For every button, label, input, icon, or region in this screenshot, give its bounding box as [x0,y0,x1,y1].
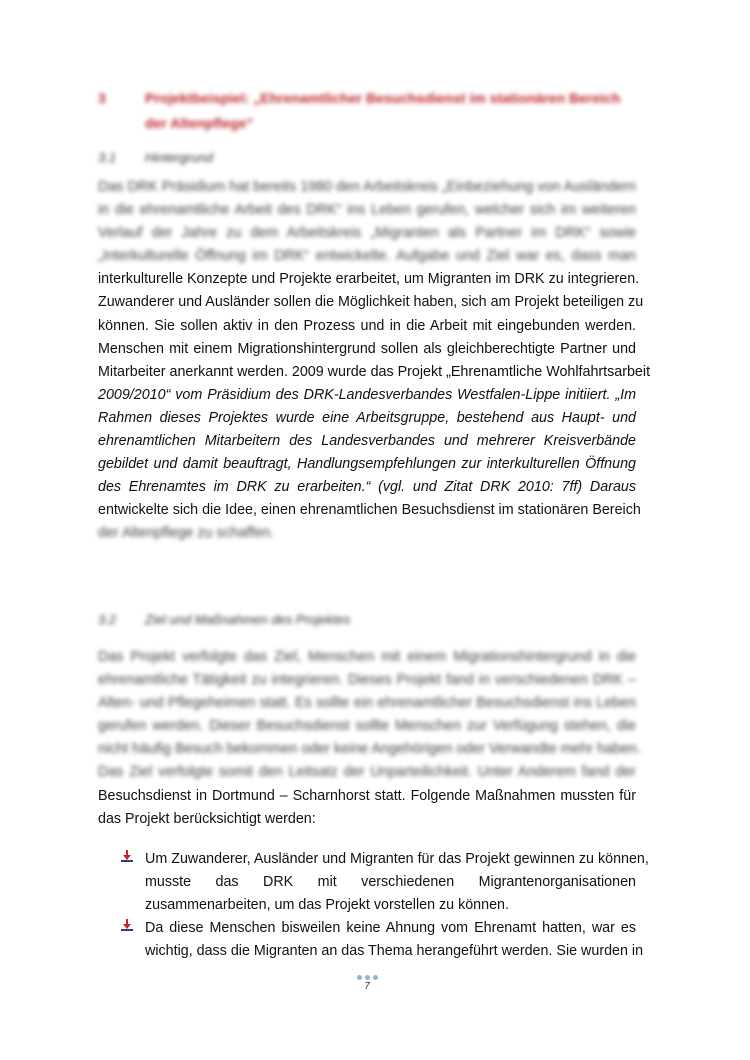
text-line: ehrenamtlichen Mitarbeitern des Landesverbandes und mehrerer Kreisverbände [98,433,636,450]
blurred-line: Verlauf der Jahre zu dem Arbeitskreis „Migranten als Partner im DRK“ sowie [98,225,636,242]
section-3-1-paragraph [98,176,651,546]
section-3-heading [98,86,638,136]
text-line: des Ehrenamtes im DRK zu erarbeiten.“ (vgl. und Zitat DRK 2010: 7ff) Daraus [98,479,636,496]
list-item [98,848,649,917]
list-item-line: Da diese Menschen bisweilen keine Ahnung vom Ehrenamt hatten, war es [145,920,636,937]
blurred-line: nicht häufig Besuch bekommen oder keine Angehörigen oder Verwandte mehr haben. [98,741,641,758]
blurred-line: gerufen werden. Dieser Besuchsdienst sollte Menschen zur Verfügung stehen, die [98,718,636,735]
section-3-1-title: Hintergrund [145,150,213,165]
section-3-2-paragraph [98,646,641,831]
text-line: Zuwanderer und Ausländer sollen die Möglichkeit haben, sich am Projekt beteiligen zu [98,294,644,311]
text-line: Mitarbeiter anerkannt werden. 2009 wurde das Projekt „Ehrenamtliche Wohlfahrtsarbeit [98,363,651,380]
section-3-2-number: 3.2 [98,612,117,627]
blurred-line: in die ehrenamtliche Arbeit des DRK“ ins Leben gerufen, welcher sich im weiteren [98,202,636,219]
list-item-line: Um Zuwanderer, Ausländer und Migranten für das Projekt gewinnen zu können, [145,851,649,867]
blurred-line: Das DRK Präsidium hat bereits 1980 den Arbeitskreis „Einbeziehung von Ausländern [98,179,636,195]
text-line: das Projekt berücksichtigt werden: [98,810,316,827]
list-item-line: zusammenarbeiten, um das Projekt vorstellen zu können. [145,897,509,914]
arrow-bullet-icon [120,849,134,863]
section-3-2-title: Ziel und Maßnahmen des Projektes [145,612,351,627]
section-3-title: Projektbeispiel: „Ehrenamtlicher Besuchsdienst im stationären Bereich der Altenpflege“ [145,90,621,131]
blurred-line: Das Projekt verfolgte das Ziel, Menschen mit einem Migrationshintergrund in die [98,649,636,665]
section-3-number: 3 [98,90,106,106]
text-line: 2009/2010“ vom Präsidium des DRK-Landesverbandes Westfalen-Lippe initiiert. „Im [98,386,636,403]
blurred-line: der Altenpflege zu schaffen. [98,525,275,542]
page-footer [352,975,382,992]
blurred-line: Das Ziel verfolgte somit den Leitsatz der Unparteilichkeit. Unter Anderem fand der [98,764,636,781]
text-line: können. Sie sollen aktiv in den Prozess und in die Arbeit mit eingebunden werden. [98,317,636,334]
text-line: Rahmen dieses Projektes wurde eine Arbeitsgruppe, bestehend aus Haupt- und [98,409,636,426]
measures-list [98,848,649,963]
blurred-line: „Interkulturelle Öffnung im DRK“ entwickelte. Aufgabe und Ziel war es, dass man [98,248,636,265]
section-3-1-heading [98,150,213,165]
list-item-line: musste das DRK mit verschiedenen Migrantenorganisationen [145,874,636,891]
text-line: gebildet und damit beauftragt, Handlungsempfehlungen zur interkulturellen Öffnung [98,456,636,473]
text-line: Menschen mit einem Migrationshintergrund sollen als gleichberechtigte Partner und [98,340,636,357]
arrow-bullet-icon [120,918,134,932]
section-3-2-heading [98,612,350,627]
section-3-1-number: 3.1 [98,150,117,165]
page-dots-icon [352,975,382,980]
list-item [98,917,644,963]
list-item-line: wichtig, dass die Migranten an das Thema herangeführt werden. Sie wurden in [145,943,644,960]
text-line: entwickelte sich die Idee, einen ehrenamtlichen Besuchsdienst im stationären Bereich [98,502,641,519]
page-number: 7 [364,981,370,992]
text-line: interkulturelle Konzepte und Projekte erarbeitet, um Migranten im DRK zu integrieren. [98,271,640,288]
blurred-line: ehrenamtliche Tätigkeit zu integrieren. Dieses Projekt fand in verschiedenen DRK – [98,672,636,689]
blurred-line: Alten- und Pflegeheimen statt. Es sollte ein ehrenamtlicher Besuchsdienst ins Leben [98,695,636,712]
text-line: Besuchsdienst in Dortmund – Scharnhorst statt. Folgende Maßnahmen mussten für [98,787,636,804]
